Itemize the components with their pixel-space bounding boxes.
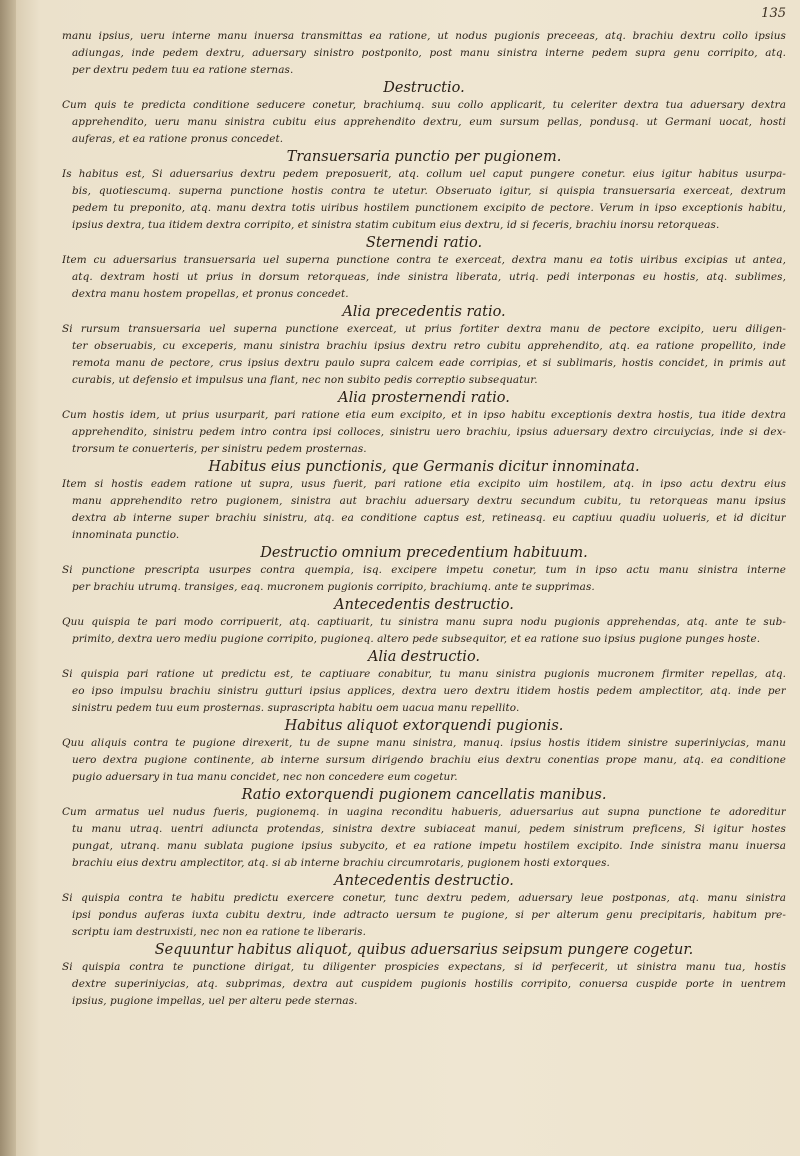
text-line: per dextru pedem tuu ea ratione sternas. xyxy=(72,64,294,76)
text-line: ipsius, pugione impellas, uel per alteru pede sternas. xyxy=(72,995,358,1007)
section-heading: Antecedentis destructio. xyxy=(334,873,514,889)
text-line: per brachiu utrumq. transiges, eaq. mucronem pugionis corripito, brachiumq. ante te supprimas. xyxy=(72,581,595,593)
text-line: pedem tu preponito, atq. manu dextra totis uiribus hostilem punctionem excipito de pectore. Verum in ipso exceptionis habitu, xyxy=(72,202,786,214)
text-section xyxy=(62,79,786,148)
section-heading: Alia destructio. xyxy=(367,649,481,665)
text-section xyxy=(62,941,786,1010)
text-line: dextre superiniycias, atq. subprimas, dextra aut cuspidem pugionis hostilis corripito, conuersa cuspide porte in uentrem xyxy=(72,978,786,990)
text-line: brachiu eius dextru amplectitor, atq. si ab interne brachiu circumrotaris, pugionem hosti extorques. xyxy=(72,857,610,869)
text-section xyxy=(62,148,786,234)
text-line: innominata punctio. xyxy=(72,529,180,541)
text-line: eo ipso impulsu brachiu sinistru gutturi ipsius applices, dextra uero dextru itidem hostis pedem amplectitor, atq. inde per xyxy=(72,685,786,697)
text-line: adiungas, inde pedem dextru, aduersary sinistro postponito, post manu sinistra interne pedem supra genu corripito, atq. xyxy=(72,47,786,59)
text-line: Quu aliquis contra te pugione direxerit, tu de supne manu sinistra, manuq. ipsius hostis itidem sinistre superiniycias, manu xyxy=(62,737,786,749)
binding-gutter xyxy=(0,0,16,1156)
text-section xyxy=(62,28,786,79)
text-line: Cum quis te predicta conditione seducere conetur, brachiumq. suu collo applicarit, tu celeriter dextra tua aduersary dextra xyxy=(62,99,786,111)
section-heading: Habitus aliquot extorquendi pugionis. xyxy=(284,718,564,734)
section-heading: Alia prosternendi ratio. xyxy=(338,390,510,406)
text-column xyxy=(62,28,786,1010)
text-line: Si punctione prescripta usurpes contra quempia, isq. excipere impetu conetur, tum in ipso actu manu sinistra interne xyxy=(62,564,786,576)
text-line: sinistru pedem tuu eum prosternas. suprascripta habitu oem uacua manu repellito. xyxy=(72,702,520,714)
text-line: primito, dextra uero mediu pugione corripito, pugioneq. altero pede subsequitor, et ea ratione suo ipsius pugione punges hoste. xyxy=(72,633,761,645)
text-line: Si quispia contra te habitu predictu exercere conetur, tunc dextru pedem, aduersary leue postponas, atq. manu sinistra xyxy=(62,892,786,904)
section-heading: Habitus eius punctionis, que Germanis dicitur innominata. xyxy=(208,459,640,475)
folio-number: 135 xyxy=(761,6,786,21)
section-heading: Transuersaria punctio per pugionem. xyxy=(286,149,562,165)
text-line: dextra ab interne super brachiu sinistru, atq. ea conditione captus est, retineasq. eu captiuu quadiu uolueris, et id dicitur xyxy=(72,512,786,524)
section-heading: Destructio omnium precedentium habituum. xyxy=(260,545,588,561)
text-line: curabis, ut defensio et impulsus una fiant, nec non subito pedis correptio subsequatur. xyxy=(72,374,538,386)
text-section xyxy=(62,544,786,596)
text-section xyxy=(62,717,786,786)
text-line: Quu quispia te pari modo corripuerit, atq. captiuarit, tu sinistra manu supra nodu pugionis apprehendas, atq. ante te sub- xyxy=(62,616,786,628)
text-line: ipsius dextra, tua itidem dextra corripito, et sinistra statim cubitum eius dextru, id si feceris, brachiu inorsu retorqueas. xyxy=(72,219,720,231)
text-section xyxy=(62,303,786,389)
text-line: auferas, et ea ratione pronus concedet. xyxy=(72,133,284,145)
text-line: Item si hostis eadem ratione ut supra, usus fuerit, pari ratione etia excipito uim hostilem, atq. in ipso actu dextru eius xyxy=(62,478,786,490)
text-line: pugio aduersary in tua manu concidet, nec non concedere eum cogetur. xyxy=(72,771,458,783)
section-heading: Alia precedentis ratio. xyxy=(342,304,506,320)
text-section xyxy=(62,596,786,648)
section-heading: Destructio. xyxy=(383,80,465,96)
section-heading: Sequuntur habitus aliquot, quibus aduersarius seipsum pungere cogetur. xyxy=(154,942,694,958)
text-section xyxy=(62,458,786,544)
text-line: manu apprehendito retro pugionem, sinistra aut brachiu aduersary dextru secundum cubitu, tu retorqueas manu ipsius xyxy=(72,495,786,507)
text-line: Cum hostis idem, ut prius usurparit, pari ratione etia eum excipito, et in ipso habitu exceptionis dextra hostis, tua itide dextra xyxy=(62,409,786,421)
text-line: Cum armatus uel nudus fueris, pugionemq. in uagina reconditu habueris, aduersarius aut supna punctione te adoreditur xyxy=(62,806,786,818)
text-section xyxy=(62,648,786,717)
section-heading: Antecedentis destructio. xyxy=(334,597,514,613)
text-line: Si rursum transuersaria uel superna punctione exerceat, ut prius fortiter dextra manu de pectore excipito, ueru diligen- xyxy=(62,323,786,335)
text-line: manu ipsius, ueru interne manu inuersa transmittas ea ratione, ut nodus pugionis preceeas, atq. brachiu dextru collo ipsius xyxy=(62,30,786,42)
text-line: ipsi pondus auferas iuxta cubitu dextru, inde adtracto uersum te pugione, si per alterum genu precipitaris, habitum pre- xyxy=(72,909,786,921)
text-line: atq. dextram hosti ut prius in dorsum retorqueas, inde sinistra liberata, utriq. pedi interponas eu hostis, atq. sublimes, xyxy=(72,271,786,283)
text-line: scriptu iam destruxisti, nec non ea ratione te liberaris. xyxy=(72,926,366,938)
text-line: apprehendito, ueru manu sinistra cubitu eius apprehendito dextru, eum sursum pellas, pondusq. ut Germani uocat, hosti xyxy=(72,116,786,128)
text-line: remota manu de pectore, crus ipsius dextru paulo supra calcem eade corripias, et si sublimaris, hostis concidet, in primis aut xyxy=(72,357,786,369)
text-line: Item cu aduersarius transuersaria uel superna punctione contra te exerceat, dextra manu ea totis uiribus excipias ut antea, xyxy=(62,254,786,266)
text-line: dextra manu hostem propellas, et pronus concedet. xyxy=(72,288,349,300)
text-line: Si quispia pari ratione ut predictu est, te captiuare conabitur, tu manu sinistra pugionis mucronem firmiter repellas, atq. xyxy=(62,668,786,680)
text-section xyxy=(62,872,786,941)
text-line: pungat, utranq. manu sublata pugione ipsius subycito, et ea ratione impetu hostilem excipito. Inde sinistra manu inuersa xyxy=(72,840,786,852)
text-line: apprehendito, sinistru pedem intro contra ipsi colloces, sinistru uero brachiu, ipsius aduersary dextro circuiycias, inde si dex- xyxy=(72,426,786,438)
text-line: bis, quotiescumq. superna punctione hostis contra te utetur. Obseruato igitur, si quispia transuersaria exerceat, dextrum xyxy=(72,185,786,197)
text-line: Is habitus est, Si aduersarius dextru pedem preposuerit, atq. collum uel caput pungere conetur. eius igitur habitus usurpa- xyxy=(62,168,786,180)
text-section xyxy=(62,234,786,303)
section-heading: Ratio extorquendi pugionem cancellatis manibus. xyxy=(241,787,607,803)
text-line: ter obseruabis, cu exceperis, manu sinistra brachiu ipsius dextru retro cubitu apprehendito, atq. ea ratione propellito, inde xyxy=(72,340,786,352)
text-section xyxy=(62,786,786,872)
text-line: Si quispia contra te punctione dirigat, tu diligenter prospicies expectans, si id perfecerit, ut sinistra manu tua, hostis xyxy=(62,961,786,973)
text-line: tu manu utraq. uentri adiuncta protendas, sinistra dextre subiaceat manui, pedem sinistrum preficens, Si igitur hostes xyxy=(72,823,786,835)
text-line: trorsum te conuerteris, per sinistru pedem prosternas. xyxy=(72,443,367,455)
section-heading: Sternendi ratio. xyxy=(365,235,483,251)
text-section xyxy=(62,389,786,458)
text-line: uero dextra pugione continente, ab interne sursum dirigendo brachiu eius dextru conentias prope manu, atq. ea conditione xyxy=(72,754,786,766)
